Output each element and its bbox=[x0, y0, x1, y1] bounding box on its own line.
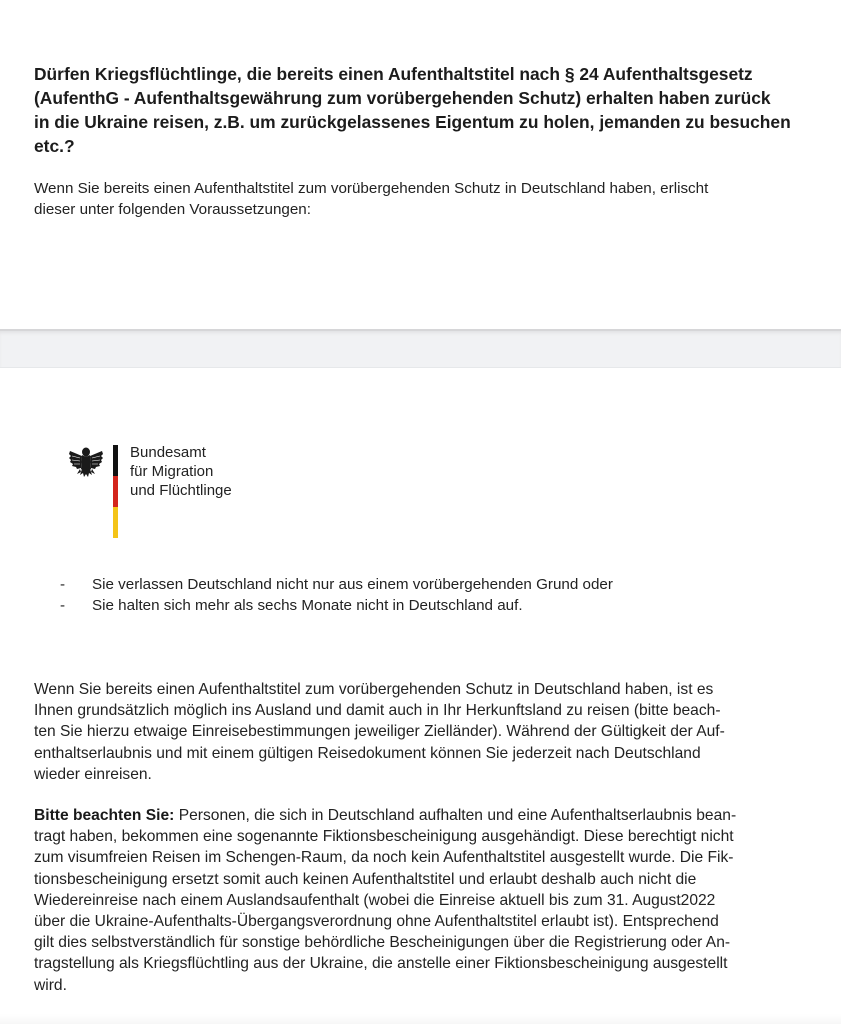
paragraph-line: tragstellung als Kriegsflüchtling aus der Ukraine, die anstelle einer Fiktionsbescheinigung ausgestellt bbox=[34, 955, 728, 973]
list-item bbox=[60, 574, 613, 595]
page-separator-edge bbox=[0, 367, 841, 368]
logo-line: Bundesamt bbox=[130, 444, 206, 461]
notice-first-line: Personen, die sich in Deutschland aufhalten und eine Aufenthaltserlaubnis bean- bbox=[174, 807, 737, 824]
paragraph-line: Wenn Sie bereits einen Aufenthaltstitel zum vorübergehenden Schutz in Deutschland haben, ist es bbox=[34, 681, 714, 698]
list-item-text: Sie verlassen Deutschland nicht nur aus einem vorübergehenden Grund oder bbox=[92, 576, 613, 593]
flag-stripe-red bbox=[113, 476, 118, 507]
paragraph-line: wieder einreisen. bbox=[34, 765, 152, 783]
faq-question-heading bbox=[34, 62, 814, 158]
paragraph-line: wird. bbox=[34, 976, 67, 994]
logo-wordmark bbox=[130, 443, 232, 500]
question-line: in die Ukraine reisen, z.B. um zurückgelassenes Eigentum zu holen, jemanden zu besuchen bbox=[34, 112, 791, 132]
federal-eagle-icon bbox=[68, 445, 104, 479]
page-separator bbox=[0, 329, 841, 368]
bamf-logo bbox=[68, 445, 268, 540]
intro-paragraph bbox=[34, 178, 814, 220]
question-line: (AufenthG - Aufenthaltsgewährung zum vorübergehenden Schutz) erhalten haben zurück bbox=[34, 88, 771, 108]
paragraph-line: ten Sie hierzu etwaige Einreisebestimmungen jeweiliger Zielländer). Während der Gültigkeit der Auf- bbox=[34, 723, 725, 741]
paragraph-line bbox=[34, 805, 824, 826]
list-item bbox=[60, 595, 613, 616]
paragraph-line: tragt haben, bekommen eine sogenannte Fiktionsbescheinigung ausgehändigt. Diese berechtigt nicht bbox=[34, 828, 734, 846]
intro-line: dieser unter folgenden Voraussetzungen: bbox=[34, 201, 311, 218]
german-flag-bar bbox=[113, 445, 118, 538]
list-bullet: - bbox=[60, 576, 66, 593]
paragraph-line: Ihnen grundsätzlich möglich ins Ausland und damit auch in Ihr Herkunftsland zu reisen (bitte beach- bbox=[34, 702, 721, 720]
paragraph-line: zum visumfreien Reisen im Schengen-Raum, da noch kein Aufenthaltstitel ausgestellt wurde. Die Fik- bbox=[34, 849, 734, 867]
flag-stripe-gold bbox=[113, 507, 118, 538]
flag-stripe-black bbox=[113, 445, 118, 476]
question-line: Dürfen Kriegsflüchtlinge, die bereits einen Aufenthaltstitel nach § 24 Aufenthaltsgesetz bbox=[34, 64, 753, 84]
logo-line: und Flüchtlinge bbox=[130, 482, 232, 499]
travel-paragraph bbox=[34, 679, 824, 785]
paragraph-line: gilt dies selbstverständlich für sonstige behördliche Bescheinigungen über die Registrierung oder An- bbox=[34, 934, 731, 952]
list-bullet: - bbox=[60, 597, 66, 614]
paragraph-line: über die Ukraine-Aufenthalts-Übergangsverordnung ohne Aufenthaltstitel erlaubt ist). Entsprechend bbox=[34, 913, 719, 931]
notice-paragraph bbox=[34, 805, 824, 996]
conditions-list bbox=[60, 574, 613, 616]
paragraph-line: enthaltserlaubnis und mit einem gültigen Reisedokument können Sie jederzeit nach Deutschland bbox=[34, 744, 701, 762]
notice-label: Bitte beachten Sie: bbox=[34, 807, 175, 824]
logo-line: für Migration bbox=[130, 463, 214, 480]
paragraph-line: tionsbescheinigung ersetzt somit auch keinen Aufenthaltstitel und erlaubt deshalb auch nicht die bbox=[34, 870, 697, 888]
page-bottom-edge bbox=[0, 1014, 841, 1024]
document-page-1 bbox=[0, 0, 841, 330]
intro-line: Wenn Sie bereits einen Aufenthaltstitel zum vorübergehenden Schutz in Deutschland haben, erlischt bbox=[34, 180, 709, 197]
list-item-text: Sie halten sich mehr als sechs Monate nicht in Deutschland auf. bbox=[92, 597, 523, 614]
question-line: etc.? bbox=[34, 136, 75, 156]
paragraph-line: Wiedereinreise nach einem Auslandsaufenthalt (wobei die Einreise aktuell bis zum 31. August2022 bbox=[34, 891, 716, 909]
